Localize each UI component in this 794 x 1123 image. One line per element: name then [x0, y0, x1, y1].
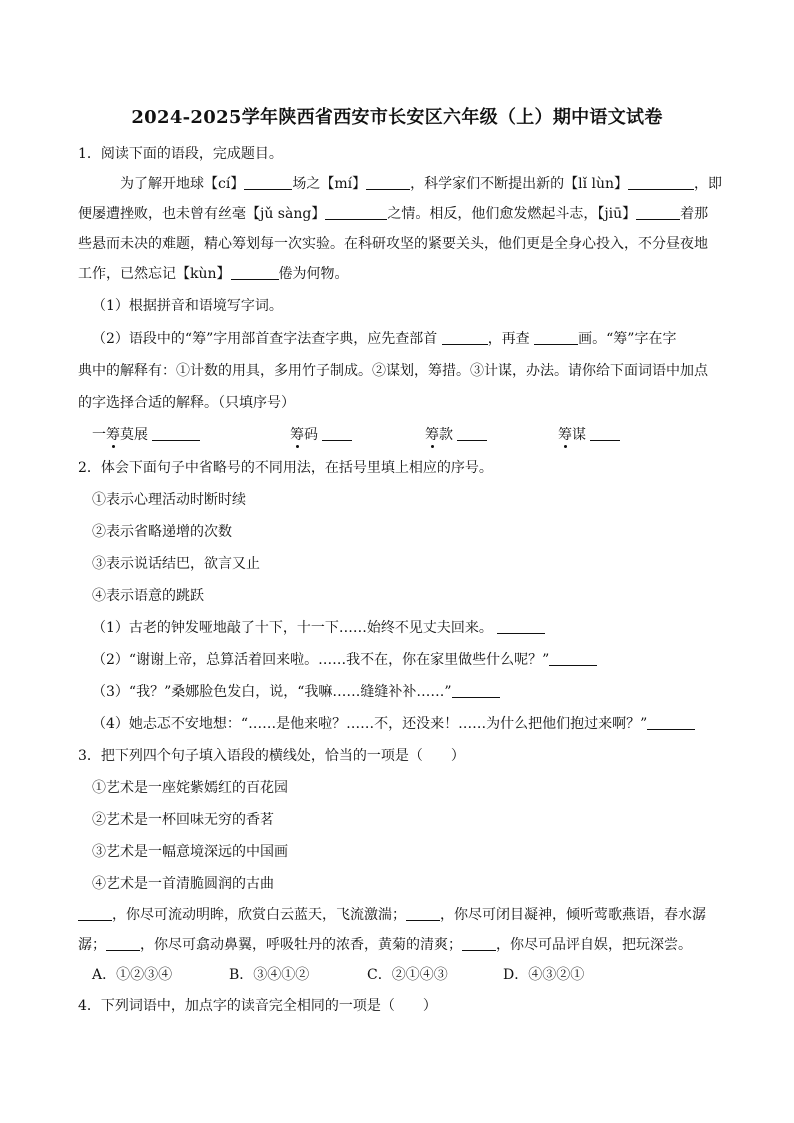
answer-blank[interactable]	[106, 936, 140, 951]
q1-text: 场之【mí】	[292, 176, 367, 192]
q2-item-3	[92, 683, 500, 701]
q2-item-1	[92, 619, 545, 637]
answer-blank[interactable]	[628, 175, 694, 190]
answer-blank[interactable]	[534, 330, 578, 345]
q2-stem: 2．体会下面句子中省略号的不同用法，在括号里填上相应的序号。	[78, 460, 493, 476]
answer-blank[interactable]	[366, 175, 410, 190]
q1-text: 之情。相反，他们愈发燃起斗志，【jiū】	[387, 206, 637, 222]
q3-choice-c[interactable]: C．②①④③	[367, 967, 448, 983]
q1-sub2-line-2: 典中的解释有：①计数的用具，多用竹子制成。②谋划，筹措。③计谋，办法。请你给下面词语中加点	[78, 363, 708, 379]
word-text: 款	[439, 427, 453, 443]
word-text: 一	[92, 427, 106, 443]
answer-blank[interactable]	[322, 426, 352, 441]
q1-text: 倦为何物。	[278, 266, 349, 282]
q2-item-4	[92, 715, 695, 733]
q3-choice-d[interactable]: D．④③②①	[503, 967, 585, 983]
q1-stem: 1．阅读下面的语段，完成题目。	[78, 146, 283, 162]
q2-option-1: ①表示心理活动时断时续	[92, 492, 246, 508]
q3-choice-a[interactable]: A．①②③④	[92, 967, 173, 983]
q1-text: ，再查	[487, 331, 530, 347]
q3-text: ，你尽可闭目凝神，倾听莺歌燕语，春水潺	[440, 907, 706, 923]
q4-stem: 4．下列词语中，加点字的读音完全相同的一项是（ ）	[78, 998, 437, 1014]
dotted-char: 筹	[425, 427, 439, 443]
answer-blank[interactable]	[231, 265, 279, 280]
q2-item-text: （2）“谢谢上帝，总算活着回来啦。……我不在，你在家里做些什么呢？”	[92, 652, 550, 668]
answer-blank[interactable]	[636, 205, 680, 220]
q1-passage-line-3: 些悬而未决的难题，精心筹划每一次实验。在科研攻坚的紧要关头，他们更是全身心投入，不分昼夜地	[78, 236, 708, 252]
answer-blank[interactable]	[78, 906, 112, 921]
answer-blank[interactable]	[152, 426, 200, 441]
q2-item-text: （3）“我？”桑娜脸色发白，说，“我嘛……缝缝补补……”	[92, 684, 452, 700]
q3-stem: 3．把下列四个句子填入语段的横线处，恰当的一项是（ ）	[78, 748, 465, 764]
q3-choice-b[interactable]: B．③④①②	[229, 967, 310, 983]
q1-passage-line-4	[78, 265, 349, 283]
q3-passage-line-2	[78, 936, 692, 954]
dotted-char: 筹	[106, 427, 120, 443]
q3-text: ，你尽可流动明眸，欣赏白云蓝天，飞流激湍；	[112, 907, 406, 923]
q3-option-1: ①艺术是一座姹紫嫣红的百花园	[92, 780, 288, 796]
q2-option-3: ③表示说话结巴，欲言又止	[92, 556, 260, 572]
q3-option-2: ②艺术是一杯回味无穷的香茗	[92, 812, 274, 828]
q3-text: ，你尽可翕动鼻翼，呼吸牡丹的浓香，黄菊的清爽；	[140, 937, 462, 953]
answer-blank[interactable]	[462, 936, 496, 951]
answer-blank[interactable]	[325, 205, 387, 220]
q1-text: 着那	[680, 206, 709, 222]
q1-word-4	[558, 426, 620, 444]
q1-text: ，即	[694, 176, 723, 192]
q3-text: ，你尽可品评自娱，把玩深尝。	[496, 937, 692, 953]
q1-word-1	[92, 426, 200, 444]
q3-passage-line-1	[78, 906, 706, 924]
q2-option-2: ②表示省略递增的次数	[92, 524, 232, 540]
q1-text: ，科学家们不断提出新的【lǐ lùn】	[410, 176, 629, 192]
page-title: 2024-2025学年陕西省西安市长安区六年级（上）期中语文试卷	[131, 107, 663, 128]
q2-option-4: ④表示语意的跳跃	[92, 588, 204, 604]
answer-blank[interactable]	[244, 175, 292, 190]
answer-blank[interactable]	[497, 619, 545, 634]
q1-text: 为了解开地球【cí】	[120, 176, 245, 192]
q3-option-4: ④艺术是一首清脆圆润的古曲	[92, 876, 274, 892]
q3-option-3: ③艺术是一幅意境深远的中国画	[92, 844, 288, 860]
q2-item-text: （4）她忐忑不安地想：“……是他来啦？……不，还没来！……为什么把他们抱过来啊？”	[92, 716, 648, 732]
answer-blank[interactable]	[406, 906, 440, 921]
answer-blank[interactable]	[457, 426, 487, 441]
q1-sub2-line-3: 的字选择合适的解释。（只填序号）	[78, 395, 295, 411]
word-text: 码	[304, 427, 318, 443]
dotted-char: 筹	[290, 427, 304, 443]
q2-item-2	[92, 651, 597, 669]
word-text: 谋	[572, 427, 586, 443]
q1-word-3	[425, 426, 487, 444]
q1-sub1: （1）根据拼音和语境写字词。	[92, 298, 283, 314]
word-text: 莫展	[120, 427, 148, 443]
q1-passage-line-1	[120, 175, 722, 193]
dotted-char: 筹	[558, 427, 572, 443]
q1-text: 工作，已然忘记【kùn】	[78, 266, 231, 282]
q1-word-2	[290, 426, 352, 444]
q1-text: （2）语段中的“筹”字用部首查字法查字典，应先查部首	[92, 331, 438, 347]
answer-blank[interactable]	[442, 330, 488, 345]
q1-passage-line-2	[78, 205, 708, 223]
answer-blank[interactable]	[549, 651, 597, 666]
q1-sub2-line-1	[92, 330, 676, 348]
q2-item-text: （1）古老的钟发哑地敲了十下，十一下……始终不见丈夫回来。	[92, 620, 493, 636]
q1-text: 画。“筹”字在字	[578, 331, 677, 347]
answer-blank[interactable]	[647, 715, 695, 730]
answer-blank[interactable]	[590, 426, 620, 441]
q1-text: 便屡遭挫败，也未曾有丝毫【jǔ sàng】	[78, 206, 326, 222]
q3-text: 潺；	[78, 937, 106, 953]
answer-blank[interactable]	[452, 683, 500, 698]
